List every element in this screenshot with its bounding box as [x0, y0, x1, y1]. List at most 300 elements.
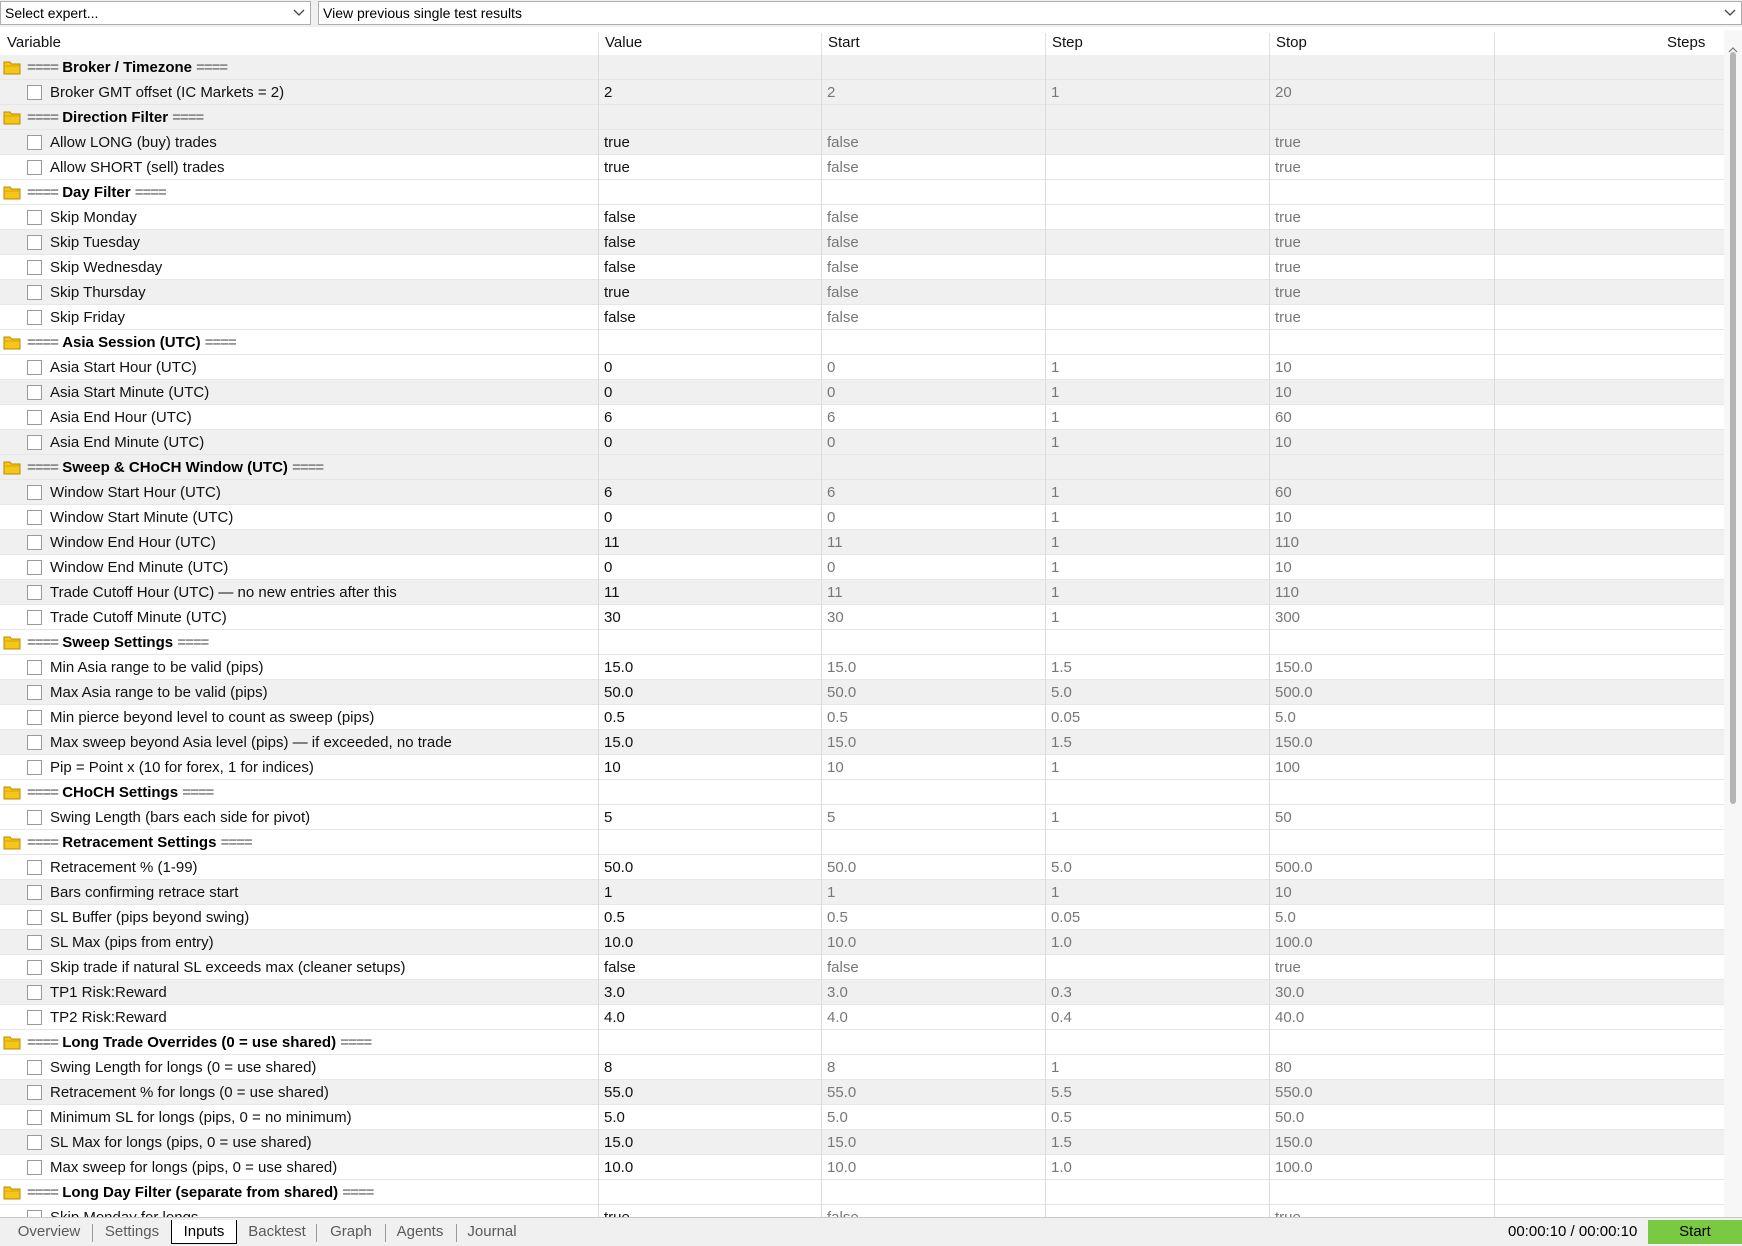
stop-cell[interactable]: 40.0	[1269, 1005, 1493, 1030]
optimize-checkbox[interactable]	[27, 810, 42, 825]
column-header-start[interactable]: Start	[828, 34, 860, 51]
value-cell[interactable]: true	[598, 280, 818, 305]
start-cell[interactable]: 5.0	[821, 1105, 1045, 1130]
optimize-checkbox[interactable]	[27, 510, 42, 525]
step-cell[interactable]: 5.5	[1045, 1080, 1269, 1105]
stop-cell[interactable]: 60	[1269, 480, 1493, 505]
step-cell[interactable]	[1045, 155, 1269, 180]
step-cell[interactable]: 1	[1045, 80, 1269, 105]
value-cell[interactable]: 0	[598, 430, 818, 455]
steps-cell	[1494, 430, 1724, 455]
table-row[interactable]	[0, 855, 1724, 880]
vertical-scrollbar[interactable]	[1724, 30, 1742, 1217]
optimize-checkbox[interactable]	[27, 1110, 42, 1125]
stop-cell[interactable]: 300	[1269, 605, 1493, 630]
variable-name: Minimum SL for longs (pips, 0 = no minimum)	[50, 1109, 352, 1126]
steps-cell	[1494, 730, 1724, 755]
start-cell[interactable]: false	[821, 130, 1045, 155]
variable-name: Swing Length for longs (0 = use shared)	[50, 1059, 317, 1076]
variable-name: Trade Cutoff Minute (UTC)	[50, 609, 227, 626]
start-cell[interactable]: 0	[821, 380, 1045, 405]
start-cell[interactable]: 0	[821, 505, 1045, 530]
table-row[interactable]	[0, 355, 1724, 380]
step-cell[interactable]: 5.0	[1045, 680, 1269, 705]
step-cell[interactable]: 1	[1045, 355, 1269, 380]
start-cell[interactable]: false	[821, 155, 1045, 180]
steps-cell	[1494, 755, 1724, 780]
start-cell[interactable]: 55.0	[821, 1080, 1045, 1105]
stop-cell[interactable]: 10	[1269, 555, 1493, 580]
stop-cell[interactable]: true	[1269, 130, 1493, 155]
table-row[interactable]	[0, 1080, 1724, 1105]
start-cell[interactable]: false	[821, 205, 1045, 230]
table-row[interactable]	[0, 655, 1724, 680]
chevron-down-icon	[1723, 2, 1737, 24]
optimize-checkbox[interactable]	[27, 985, 42, 1000]
start-cell[interactable]: 10.0	[821, 930, 1045, 955]
step-cell[interactable]: 1	[1045, 755, 1269, 780]
value-cell[interactable]: 3.0	[598, 980, 818, 1005]
optimize-checkbox[interactable]	[27, 860, 42, 875]
variable-name: Window Start Minute (UTC)	[50, 509, 234, 526]
start-cell[interactable]: 15.0	[821, 655, 1045, 680]
variable-name: Asia Start Minute (UTC)	[50, 384, 210, 401]
tab-overview[interactable]: Overview	[17, 1223, 81, 1240]
value-cell[interactable]: 10.0	[598, 930, 818, 955]
optimize-checkbox[interactable]	[27, 610, 42, 625]
value-cell[interactable]: 0.5	[598, 705, 818, 730]
step-cell[interactable]: 1.5	[1045, 655, 1269, 680]
optimize-checkbox[interactable]	[27, 910, 42, 925]
tab-settings[interactable]: Settings	[104, 1223, 160, 1240]
step-cell[interactable]: 1	[1045, 380, 1269, 405]
variable-name: Asia End Minute (UTC)	[50, 434, 205, 451]
expert-select[interactable]	[0, 1, 311, 25]
optimize-checkbox[interactable]	[27, 760, 42, 775]
value-cell[interactable]: 8	[598, 1055, 818, 1080]
value-cell[interactable]: 11	[598, 530, 818, 555]
variable-name: SL Buffer (pips beyond swing)	[50, 909, 250, 926]
stop-cell[interactable]: 500.0	[1269, 855, 1493, 880]
bottom-tab-bar	[0, 1217, 1742, 1246]
step-cell[interactable]: 0.4	[1045, 1005, 1269, 1030]
start-cell[interactable]: 4.0	[821, 1005, 1045, 1030]
stop-cell[interactable]: 150.0	[1269, 1130, 1493, 1155]
column-header-stop[interactable]: Stop	[1276, 34, 1307, 51]
table-row[interactable]	[0, 805, 1724, 830]
group-row[interactable]	[0, 330, 1724, 355]
group-row[interactable]	[0, 1180, 1724, 1205]
value-cell[interactable]: false	[598, 955, 818, 980]
table-row[interactable]	[0, 380, 1724, 405]
steps-cell	[1494, 705, 1724, 730]
steps-cell	[1494, 1130, 1724, 1155]
tab-graph[interactable]: Graph	[330, 1223, 372, 1240]
stop-cell[interactable]: 5.0	[1269, 905, 1493, 930]
value-cell[interactable]: 6	[598, 480, 818, 505]
optimize-checkbox[interactable]	[27, 435, 42, 450]
steps-cell	[1494, 1155, 1724, 1180]
step-cell[interactable]: 0.5	[1045, 1105, 1269, 1130]
stop-cell[interactable]: true	[1269, 230, 1493, 255]
stop-cell[interactable]: 50.0	[1269, 1105, 1493, 1130]
value-cell[interactable]: 0	[598, 355, 818, 380]
table-row[interactable]	[0, 480, 1724, 505]
value-cell[interactable]: 0	[598, 555, 818, 580]
variable-name: Window Start Hour (UTC)	[50, 484, 221, 501]
step-cell[interactable]: 1	[1045, 880, 1269, 905]
optimize-checkbox[interactable]	[27, 560, 42, 575]
start-cell[interactable]: 10	[821, 755, 1045, 780]
step-cell[interactable]	[1045, 130, 1269, 155]
stop-cell[interactable]: 100	[1269, 755, 1493, 780]
table-row[interactable]	[0, 905, 1724, 930]
group-row[interactable]	[0, 830, 1724, 855]
variable-name: Max Asia range to be valid (pips)	[50, 684, 268, 701]
stop-cell[interactable]: 20	[1269, 80, 1493, 105]
optimize-checkbox[interactable]	[27, 360, 42, 375]
step-cell[interactable]: 1	[1045, 580, 1269, 605]
table-row[interactable]	[0, 580, 1724, 605]
variable-name: Pip = Point x (10 for forex, 1 for indices)	[50, 759, 314, 776]
value-cell[interactable]: 2	[598, 80, 818, 105]
steps-cell	[1494, 480, 1724, 505]
optimize-checkbox[interactable]	[27, 385, 42, 400]
variable-name: Retracement % for longs (0 = use shared)	[50, 1084, 329, 1101]
table-header	[0, 30, 1724, 56]
group-row[interactable]	[0, 455, 1724, 480]
stop-cell[interactable]: 10	[1269, 880, 1493, 905]
optimize-checkbox[interactable]	[27, 285, 42, 300]
start-cell[interactable]: 15.0	[821, 1130, 1045, 1155]
step-cell[interactable]: 1.5	[1045, 730, 1269, 755]
start-button[interactable]: Start	[1648, 1220, 1742, 1244]
optimize-checkbox[interactable]	[27, 935, 42, 950]
steps-cell	[1494, 380, 1724, 405]
optimize-checkbox[interactable]	[27, 585, 42, 600]
table-row[interactable]	[0, 880, 1724, 905]
value-cell[interactable]: true	[598, 155, 818, 180]
previous-results-select[interactable]	[318, 1, 1742, 25]
value-cell[interactable]: 0.5	[598, 905, 818, 930]
step-cell[interactable]: 5.0	[1045, 855, 1269, 880]
start-cell[interactable]: 11	[821, 530, 1045, 555]
group-title: ==== Sweep & CHoCH Window (UTC) ====	[27, 459, 324, 476]
step-cell[interactable]: 1.0	[1045, 930, 1269, 955]
optimize-checkbox[interactable]	[27, 1010, 42, 1025]
stop-cell[interactable]: true	[1269, 155, 1493, 180]
column-header-variable[interactable]: Variable	[7, 34, 61, 51]
start-cell[interactable]: false	[821, 280, 1045, 305]
steps-cell	[1494, 680, 1724, 705]
optimize-checkbox[interactable]	[27, 135, 42, 150]
steps-cell	[1494, 1055, 1724, 1080]
step-cell[interactable]: 1	[1045, 1055, 1269, 1080]
steps-cell	[1494, 280, 1724, 305]
group-row[interactable]	[0, 105, 1724, 130]
table-row[interactable]	[0, 955, 1724, 980]
step-cell[interactable]	[1045, 205, 1269, 230]
stop-cell[interactable]: 110	[1269, 530, 1493, 555]
start-cell[interactable]: false	[821, 955, 1045, 980]
step-cell[interactable]: 1	[1045, 605, 1269, 630]
stop-cell[interactable]: 150.0	[1269, 730, 1493, 755]
optimize-checkbox[interactable]	[27, 210, 42, 225]
start-cell[interactable]: 6	[821, 405, 1045, 430]
table-row[interactable]	[0, 980, 1724, 1005]
start-cell[interactable]: 0	[821, 355, 1045, 380]
table-row[interactable]	[0, 730, 1724, 755]
start-cell[interactable]: 11	[821, 580, 1045, 605]
step-cell[interactable]: 0.05	[1045, 905, 1269, 930]
folder-icon	[3, 635, 21, 650]
value-cell[interactable]: 6	[598, 405, 818, 430]
step-cell[interactable]: 1	[1045, 505, 1269, 530]
optimize-checkbox[interactable]	[27, 885, 42, 900]
stop-cell[interactable]: true	[1269, 255, 1493, 280]
group-row[interactable]	[0, 780, 1724, 805]
start-cell[interactable]: 50.0	[821, 855, 1045, 880]
stop-cell[interactable]: 100.0	[1269, 930, 1493, 955]
steps-cell	[1494, 505, 1724, 530]
steps-cell	[1494, 1080, 1724, 1105]
optimize-checkbox[interactable]	[27, 1085, 42, 1100]
group-row[interactable]	[0, 55, 1724, 80]
stop-cell[interactable]: true	[1269, 205, 1493, 230]
stop-cell[interactable]: 550.0	[1269, 1080, 1493, 1105]
stop-cell[interactable]: 100.0	[1269, 1155, 1493, 1180]
start-cell[interactable]: 5	[821, 805, 1045, 830]
optimize-checkbox[interactable]	[27, 85, 42, 100]
start-cell[interactable]: 0	[821, 555, 1045, 580]
stop-cell[interactable]: 50	[1269, 805, 1493, 830]
variable-name: Allow LONG (buy) trades	[50, 134, 217, 151]
table-row[interactable]	[0, 305, 1724, 330]
optimize-checkbox[interactable]	[27, 160, 42, 175]
group-title: ==== Direction Filter ====	[27, 109, 204, 126]
step-cell[interactable]: 0.05	[1045, 705, 1269, 730]
step-cell[interactable]	[1045, 255, 1269, 280]
stop-cell[interactable]: 60	[1269, 405, 1493, 430]
variable-name: Max sweep for longs (pips, 0 = use shared)	[50, 1159, 338, 1176]
table-row[interactable]	[0, 205, 1724, 230]
value-cell[interactable]: 15.0	[598, 655, 818, 680]
table-row[interactable]	[0, 1055, 1724, 1080]
table-row[interactable]	[0, 505, 1724, 530]
group-title: ==== Day Filter ====	[27, 184, 166, 201]
step-cell[interactable]: 1.0	[1045, 1155, 1269, 1180]
step-cell[interactable]	[1045, 955, 1269, 980]
step-cell[interactable]: 1.5	[1045, 1130, 1269, 1155]
start-cell[interactable]: 0.5	[821, 905, 1045, 930]
scrollbar-thumb[interactable]	[1730, 52, 1736, 804]
stop-cell[interactable]: 80	[1269, 1055, 1493, 1080]
folder-icon	[3, 110, 21, 125]
stop-cell[interactable]: 10	[1269, 430, 1493, 455]
table-row[interactable]	[0, 280, 1724, 305]
value-cell[interactable]: 0	[598, 380, 818, 405]
stop-cell[interactable]: true	[1269, 955, 1493, 980]
step-cell[interactable]: 1	[1045, 480, 1269, 505]
value-cell[interactable]: 15.0	[598, 1130, 818, 1155]
table-row[interactable]	[0, 230, 1724, 255]
value-cell[interactable]: true	[598, 130, 818, 155]
optimize-checkbox[interactable]	[27, 960, 42, 975]
stop-cell[interactable]: true	[1269, 280, 1493, 305]
variable-name: TP1 Risk:Reward	[50, 984, 167, 1001]
optimize-checkbox[interactable]	[27, 535, 42, 550]
value-cell[interactable]: 10	[598, 755, 818, 780]
table-row[interactable]	[0, 1130, 1724, 1155]
group-title: ==== Long Trade Overrides (0 = use shared) ====	[27, 1034, 372, 1051]
tab-agents[interactable]: Agents	[396, 1223, 444, 1240]
group-row[interactable]	[0, 1030, 1724, 1055]
optimize-checkbox[interactable]	[27, 410, 42, 425]
column-header-value[interactable]: Value	[605, 34, 643, 51]
start-cell[interactable]: 3.0	[821, 980, 1045, 1005]
table-row[interactable]	[0, 555, 1724, 580]
value-cell[interactable]: false	[598, 230, 818, 255]
value-cell[interactable]: false	[598, 305, 818, 330]
value-cell[interactable]: 1	[598, 880, 818, 905]
table-row[interactable]	[0, 930, 1724, 955]
start-cell[interactable]: 30	[821, 605, 1045, 630]
column-header-step[interactable]: Step	[1052, 34, 1083, 51]
value-cell[interactable]: 10.0	[598, 1155, 818, 1180]
start-cell[interactable]: false	[821, 230, 1045, 255]
variable-name: Broker GMT offset (IC Markets = 2)	[50, 84, 285, 101]
group-title: ==== Long Day Filter (separate from shared) ====	[27, 1184, 374, 1201]
start-cell[interactable]: 1	[821, 880, 1045, 905]
stop-cell[interactable]: 10	[1269, 380, 1493, 405]
stop-cell[interactable]: 5.0	[1269, 705, 1493, 730]
table-row[interactable]	[0, 605, 1724, 630]
steps-cell	[1494, 80, 1724, 105]
optimize-checkbox[interactable]	[27, 735, 42, 750]
steps-cell	[1494, 530, 1724, 555]
tab-inputs[interactable]: Inputs	[171, 1220, 237, 1244]
step-cell[interactable]: 1	[1045, 430, 1269, 455]
table-row[interactable]	[0, 155, 1724, 180]
tab-backtest[interactable]: Backtest	[248, 1223, 306, 1240]
steps-cell	[1494, 355, 1724, 380]
variable-name: Swing Length (bars each side for pivot)	[50, 809, 311, 826]
value-cell[interactable]: 55.0	[598, 1080, 818, 1105]
table-row[interactable]	[0, 755, 1724, 780]
table-row[interactable]	[0, 1105, 1724, 1130]
start-cell[interactable]: 2	[821, 80, 1045, 105]
optimize-checkbox[interactable]	[27, 1135, 42, 1150]
optimize-checkbox[interactable]	[27, 310, 42, 325]
variable-name: Skip Wednesday	[50, 259, 163, 276]
table-row[interactable]	[0, 255, 1724, 280]
value-cell[interactable]: 4.0	[598, 1005, 818, 1030]
optimize-checkbox[interactable]	[27, 485, 42, 500]
value-cell[interactable]: 11	[598, 580, 818, 605]
start-cell[interactable]: false	[821, 305, 1045, 330]
value-cell[interactable]: 5	[598, 805, 818, 830]
optimize-checkbox[interactable]	[27, 1060, 42, 1075]
steps-cell	[1494, 905, 1724, 930]
start-cell[interactable]: false	[821, 255, 1045, 280]
step-cell[interactable]: 1	[1045, 530, 1269, 555]
start-cell[interactable]: 50.0	[821, 680, 1045, 705]
optimize-checkbox[interactable]	[27, 260, 42, 275]
table-row[interactable]	[0, 405, 1724, 430]
stop-cell[interactable]: 110	[1269, 580, 1493, 605]
start-cell[interactable]: 15.0	[821, 730, 1045, 755]
table-row[interactable]	[0, 530, 1724, 555]
table-row[interactable]	[0, 705, 1724, 730]
table-row[interactable]	[0, 130, 1724, 155]
group-row[interactable]	[0, 630, 1724, 655]
step-cell[interactable]	[1045, 230, 1269, 255]
table-row[interactable]	[0, 80, 1724, 105]
group-row[interactable]	[0, 180, 1724, 205]
folder-icon	[3, 1035, 21, 1050]
variable-name: Window End Minute (UTC)	[50, 559, 229, 576]
group-title: ==== Asia Session (UTC) ====	[27, 334, 236, 351]
value-cell[interactable]: 30	[598, 605, 818, 630]
chevron-down-icon	[292, 2, 306, 24]
table-row[interactable]	[0, 430, 1724, 455]
value-cell[interactable]: 0	[598, 505, 818, 530]
step-cell[interactable]: 0.3	[1045, 980, 1269, 1005]
table-row[interactable]	[0, 1155, 1724, 1180]
column-header-steps[interactable]: Steps	[1667, 34, 1706, 51]
value-cell[interactable]: 50.0	[598, 680, 818, 705]
stop-cell[interactable]: 10	[1269, 505, 1493, 530]
step-cell[interactable]: 1	[1045, 555, 1269, 580]
variable-name: Skip Monday	[50, 209, 137, 226]
value-cell[interactable]: 15.0	[598, 730, 818, 755]
optimize-checkbox[interactable]	[27, 710, 42, 725]
table-row[interactable]	[0, 1005, 1724, 1030]
stop-cell[interactable]: 30.0	[1269, 980, 1493, 1005]
inputs-table	[0, 30, 1742, 1217]
start-cell[interactable]: 8	[821, 1055, 1045, 1080]
stop-cell[interactable]: 500.0	[1269, 680, 1493, 705]
stop-cell[interactable]: 10	[1269, 355, 1493, 380]
step-cell[interactable]	[1045, 280, 1269, 305]
optimize-checkbox[interactable]	[27, 235, 42, 250]
optimize-checkbox[interactable]	[27, 685, 42, 700]
stop-cell[interactable]: 150.0	[1269, 655, 1493, 680]
value-cell[interactable]: false	[598, 255, 818, 280]
step-cell[interactable]: 1	[1045, 805, 1269, 830]
optimize-checkbox[interactable]	[27, 1160, 42, 1175]
start-cell[interactable]: 6	[821, 480, 1045, 505]
steps-cell	[1494, 930, 1724, 955]
variable-name: Skip Friday	[50, 309, 126, 326]
step-cell[interactable]	[1045, 305, 1269, 330]
folder-icon	[3, 785, 21, 800]
steps-cell	[1494, 255, 1724, 280]
start-cell[interactable]: 0	[821, 430, 1045, 455]
value-cell[interactable]: 5.0	[598, 1105, 818, 1130]
step-cell[interactable]: 1	[1045, 405, 1269, 430]
start-cell[interactable]: 0.5	[821, 705, 1045, 730]
start-cell[interactable]: 10.0	[821, 1155, 1045, 1180]
group-title: ==== CHoCH Settings ====	[27, 784, 214, 801]
steps-cell	[1494, 1105, 1724, 1130]
value-cell[interactable]: false	[598, 205, 818, 230]
table-row[interactable]	[0, 680, 1724, 705]
value-cell[interactable]: 50.0	[598, 855, 818, 880]
stop-cell[interactable]: true	[1269, 305, 1493, 330]
optimize-checkbox[interactable]	[27, 660, 42, 675]
tab-journal[interactable]: Journal	[467, 1223, 517, 1240]
